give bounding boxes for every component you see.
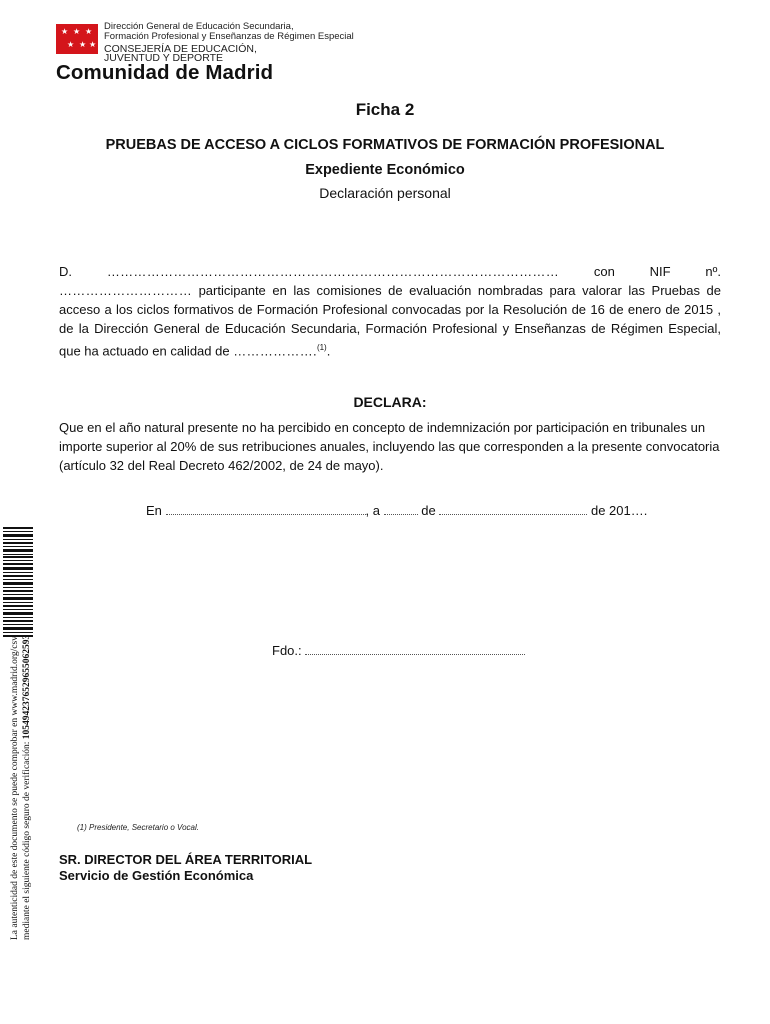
nif-label: con NIF nº.	[593, 264, 721, 279]
a-label: a	[372, 503, 381, 518]
verification-line-2	[22, 635, 32, 940]
signature-label: Fdo.:	[272, 643, 302, 658]
declara-heading: DECLARA:	[353, 394, 427, 410]
declarant-name-field: …………………………………………………………………………………………	[106, 264, 560, 279]
declara-paragraph: Que en el año natural presente no ha percibido en concepto de indemnización por participación en tribunales un importe superior al 20% de sus retribuciones anuales, incluyendo las que corresponden a la presente convocatoria (artículo 32 del Real Decreto 462/2002, de 24 de mayo).	[59, 420, 720, 473]
signature-field	[305, 645, 525, 655]
addressee-service: Servicio de Gestión Económica	[59, 868, 254, 883]
org-line-1: Dirección General de Educación Secundaria,	[104, 21, 294, 32]
de-label: de	[421, 503, 436, 518]
addressee-title: SR. DIRECTOR DEL ÁREA TERRITORIAL	[59, 852, 313, 867]
declaracion-heading: Declaración personal	[319, 185, 451, 201]
declarant-body: participante en las comisiones de evaluación nombradas para valorar las Pruebas de acceso a los ciclos formativos de Formación Profesional convocadas por la Resolución de 16 de enero de 2015 , de la Dirección General de Educación Secundaria, Formación Profesional y Enseñanzas de Régimen Especial, que ha actuado en calidad de	[59, 283, 721, 359]
org-line-2: Formación Profesional y Enseñanzas de Régimen Especial	[104, 31, 354, 42]
role-field: ……………….	[233, 343, 317, 359]
consejeria-line-1: CONSEJERÍA DE EDUCACIÓN,	[104, 43, 257, 55]
role-footnote-ref: (1)	[316, 343, 327, 352]
declarant-paragraph	[59, 262, 721, 360]
comunidad-de-madrid-wordmark: Comunidad de Madrid	[56, 61, 274, 84]
comunidad-de-madrid-flag	[56, 24, 98, 54]
verification-label: mediante el siguiente código seguro de verificación:	[22, 741, 32, 940]
declarant-end: .	[326, 343, 331, 359]
comma: ,	[365, 503, 370, 518]
place-date-line	[146, 503, 647, 518]
star-icon: ★	[85, 27, 93, 36]
star-icon: ★	[61, 27, 69, 36]
declarant-prefix: D.	[59, 264, 72, 279]
verification-code: 1054942376529655062593	[22, 634, 32, 740]
verification-line-1: La autenticidad de este documento se puede comprobar en www.madrid.org/csv	[10, 636, 20, 940]
nif-field: …………………………	[59, 283, 192, 298]
expediente-heading: Expediente Económico	[305, 162, 465, 178]
year-label: de 201….	[590, 503, 648, 518]
star-icon: ★	[89, 40, 97, 49]
consejeria-line-2: JUVENTUD Y DEPORTE	[104, 52, 224, 64]
barcode-image	[3, 527, 33, 637]
star-icon: ★	[79, 40, 87, 49]
day-field	[384, 505, 418, 515]
month-field	[439, 505, 587, 515]
document-subtitle: PRUEBAS DE ACCESO A CICLOS FORMATIVOS DE FORMACIÓN PROFESIONAL	[105, 137, 665, 153]
footnote: (1) Presidente, Secretario o Vocal.	[77, 823, 199, 832]
place-field	[166, 505, 366, 515]
signature-line	[272, 643, 525, 658]
star-icon: ★	[67, 40, 75, 49]
document-title: Ficha 2	[355, 100, 415, 119]
star-icon: ★	[73, 27, 81, 36]
en-label: En	[146, 503, 162, 518]
